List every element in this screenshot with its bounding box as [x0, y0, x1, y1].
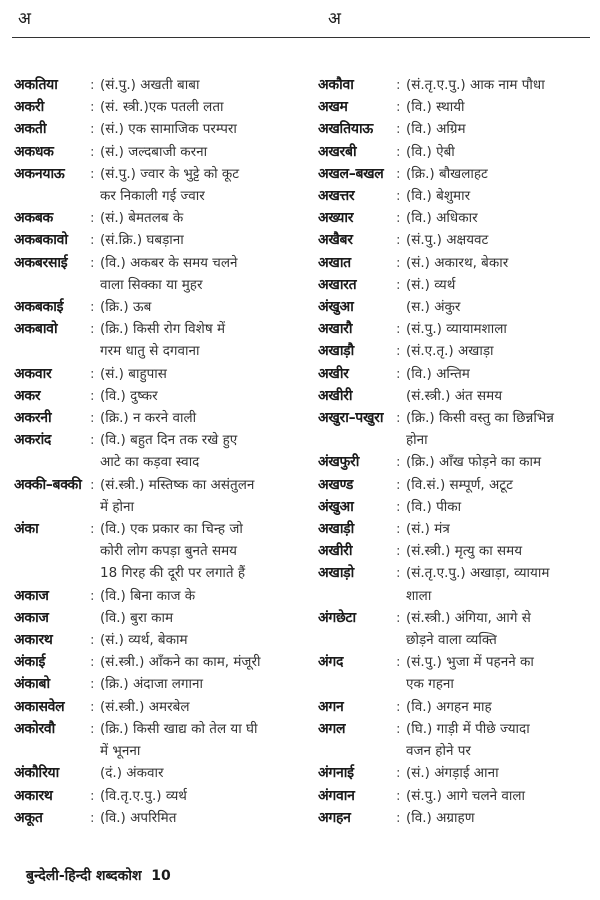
dictionary-entry: [318, 718, 598, 762]
definition-line: (सं.तृ.ए.पु.) अखाड़ा, व्यायाम: [406, 565, 550, 582]
dictionary-entry: [318, 474, 598, 496]
separator-colon: [90, 762, 100, 784]
separator-colon: :: [90, 809, 95, 826]
definition-line: (घि.) गाड़ी में पीछे ज्यादा: [406, 720, 530, 737]
separator-colon: :: [396, 121, 401, 138]
dictionary-entry: [14, 141, 304, 163]
definition-line: (क्रि.) किसी खाद्य को तेल या घी: [100, 720, 258, 737]
dictionary-entry: [318, 651, 598, 695]
dictionary-entry: [14, 118, 304, 140]
dictionary-entry: [14, 785, 304, 807]
headword: अकरांद: [14, 432, 52, 449]
dictionary-entry: [318, 274, 598, 296]
definition-line: (वि.) बुरा काम: [100, 609, 174, 626]
separator-colon: :: [90, 521, 95, 538]
definition: [406, 318, 598, 340]
definition: [406, 451, 598, 473]
definition-line: वजन होने पर: [406, 743, 471, 760]
book-title: बुन्देली-हिन्दी शब्दकोश: [26, 868, 142, 884]
headword: अखण्ड: [318, 476, 354, 493]
definition: [406, 207, 598, 229]
definition: [100, 318, 304, 362]
separator-colon: :: [396, 787, 401, 804]
separator-colon: :: [396, 365, 401, 382]
definition-line: (सं.स्त्री.) अमरबेल: [100, 698, 190, 715]
definition-line: (वि.) स्थायी: [406, 99, 465, 116]
definition-line: (सं.) व्यर्थ, बेकाम: [100, 632, 188, 649]
dictionary-entry: [318, 696, 598, 718]
definition: [100, 807, 304, 829]
definition: [100, 785, 304, 807]
dictionary-entry: [14, 607, 304, 629]
separator-colon: :: [396, 609, 401, 626]
definition: [406, 296, 598, 318]
separator-colon: :: [396, 343, 401, 360]
headword: अखीरी: [318, 543, 353, 560]
separator-colon: :: [90, 165, 95, 182]
dictionary-entry: [318, 252, 598, 274]
definition-line: वाला सिक्का या मुहर: [100, 276, 203, 293]
headword: अखुरा–पखुरा: [318, 410, 384, 427]
dictionary-entry: [318, 141, 598, 163]
headword: अकर: [14, 387, 41, 404]
separator-colon: :: [90, 299, 95, 316]
separator-colon: :: [90, 654, 95, 671]
headword: अकासवेल: [14, 698, 65, 715]
definition: [100, 585, 304, 607]
header-letter-right: अ: [328, 9, 341, 29]
headword: अंकौरिया: [14, 765, 59, 782]
definition-line: (क्रि.) बौखलाहट: [406, 165, 488, 182]
dictionary-entry: [14, 518, 304, 585]
headword: अखात: [318, 254, 351, 271]
headword: अगहन: [318, 809, 351, 826]
definition-line: कोरी लोग कपड़ा बुनते समय: [100, 543, 237, 560]
separator-colon: :: [90, 210, 95, 227]
separator-colon: :: [90, 698, 95, 715]
definition: [406, 118, 598, 140]
definition: [100, 96, 304, 118]
separator-colon: :: [396, 143, 401, 160]
definition: [406, 252, 598, 274]
definition-line: (सं.स्त्री.) मस्तिष्क का असंतुलन: [100, 476, 255, 493]
separator-colon: :: [90, 476, 95, 493]
definition-line: (सं.स्त्री.) आँकने का काम, मंजूरी: [100, 654, 261, 671]
definition-line: (सं.तृ.ए.पु.) आक नाम पौधा: [406, 77, 545, 93]
dictionary-entry: [318, 496, 598, 518]
definition-line: (वि.) अग्राहण: [406, 809, 475, 826]
separator-colon: :: [396, 210, 401, 227]
definition-line: 18 गिरह की दूरी पर लगाते हैं: [100, 565, 246, 582]
definition: [406, 496, 598, 518]
definition: [406, 141, 598, 163]
definition-line: (क्रि.) किसी वस्तु का छिन्नभिन्न: [406, 410, 554, 427]
definition: [406, 540, 598, 562]
left-column: [14, 74, 304, 829]
definition: [406, 74, 598, 96]
headword: अकनयाऊ: [14, 165, 65, 182]
headword: अखतियाऊ: [318, 121, 373, 138]
dictionary-entry: [318, 451, 598, 473]
definition: [100, 429, 304, 473]
definition: [406, 474, 598, 496]
definition-line: (वि.) अधिकार: [406, 210, 478, 227]
definition-line: (सं.) मंत्र: [406, 521, 450, 538]
headword: अख्यार: [318, 210, 354, 227]
headword: अगन: [318, 698, 344, 715]
separator-colon: :: [90, 321, 95, 338]
definition-line: (क्रि.) अंदाजा लगाना: [100, 676, 204, 693]
headword: अकाज: [14, 609, 49, 626]
headword: अखीरी: [318, 387, 353, 404]
definition: [100, 762, 304, 784]
headword: अकबावो: [14, 321, 58, 338]
definition-line: (सं.पु.) अखती बाबा: [100, 77, 200, 93]
dictionary-entry: [14, 163, 304, 207]
headword: अंकाई: [14, 654, 46, 671]
separator-colon: :: [90, 99, 95, 116]
separator-colon: :: [396, 521, 401, 538]
dictionary-entry: [318, 340, 598, 362]
separator-colon: :: [90, 587, 95, 604]
definition-line: होना: [406, 432, 428, 449]
headword: अकबरसाई: [14, 254, 68, 271]
dictionary-entry: [318, 229, 598, 251]
definition-line: (सं.क्रि.) घबड़ाना: [100, 232, 184, 249]
definition: [406, 363, 598, 385]
definition-line: (वि.) अकबर के समय चलने: [100, 254, 238, 271]
definition: [406, 407, 598, 451]
definition: [406, 607, 598, 651]
page-number: 10: [151, 868, 171, 884]
definition-line: (क्रि.) आँख फोड़ने का काम: [406, 454, 542, 471]
definition-line: (वि.) अपरिमित: [100, 809, 177, 826]
headword: अकधक: [14, 143, 54, 160]
definition-line: (वि.) दुष्कर: [100, 387, 158, 404]
headword: अकबकाई: [14, 299, 64, 316]
definition-line: आटे का कड़वा स्वाद: [100, 454, 200, 471]
headword: अकारथ: [14, 632, 53, 649]
dictionary-entry: [318, 385, 598, 407]
definition-line: (वि.) पीका: [406, 498, 462, 515]
definition-line: (वि.) अग्रिम: [406, 121, 466, 138]
definition: [100, 607, 304, 629]
dictionary-entry: [318, 96, 598, 118]
definition: [406, 651, 598, 695]
dictionary-entry: [318, 540, 598, 562]
headword: अकतिया: [14, 77, 58, 93]
headword: अंखुआ: [318, 299, 354, 316]
definition-line: (वि.तृ.ए.पु.) व्यर्थ: [100, 787, 187, 804]
separator-colon: [396, 296, 406, 318]
headword: अकौवा: [318, 77, 354, 93]
dictionary-entry: [14, 807, 304, 829]
definition-line: (सं.ए.तृ.) अखाड़ा: [406, 343, 494, 360]
separator-colon: :: [90, 77, 95, 93]
separator-colon: :: [90, 432, 95, 449]
separator-colon: :: [396, 565, 401, 582]
separator-colon: :: [90, 787, 95, 804]
definition-line: (सं.) व्यर्थ: [406, 276, 456, 293]
separator-colon: :: [396, 765, 401, 782]
definition-line: (सं.) जल्दबाजी करना: [100, 143, 208, 160]
headword: अकरनी: [14, 410, 52, 427]
definition-line: (सं.पु.) अक्षयवट: [406, 232, 489, 249]
definition-line: (वि.) एक प्रकार का चिन्ह जो: [100, 521, 243, 538]
definition-line: (सं.) बाहुपास: [100, 365, 167, 382]
dictionary-entry: [14, 385, 304, 407]
definition: [100, 696, 304, 718]
separator-colon: :: [396, 476, 401, 493]
headword: अकबकावो: [14, 232, 68, 249]
headword: अखैबर: [318, 232, 353, 249]
separator-colon: :: [396, 720, 401, 737]
dictionary-entry: [14, 696, 304, 718]
dictionary-entry: [318, 363, 598, 385]
headword: अंगवान: [318, 787, 355, 804]
separator-colon: [90, 607, 100, 629]
definition: [100, 74, 304, 96]
separator-colon: :: [90, 676, 95, 693]
dictionary-entry: [318, 785, 598, 807]
definition: [100, 385, 304, 407]
dictionary-entry: [14, 229, 304, 251]
definition: [406, 96, 598, 118]
separator-colon: :: [396, 410, 401, 427]
separator-colon: :: [396, 165, 401, 182]
headword: अंकाबो: [14, 676, 50, 693]
separator-colon: :: [396, 543, 401, 560]
dictionary-entry: [14, 629, 304, 651]
definition: [100, 207, 304, 229]
headword: अकाज: [14, 587, 49, 604]
headword: अकवार: [14, 365, 52, 382]
separator-colon: :: [396, 809, 401, 826]
definition: [100, 163, 304, 207]
headword: अंगद: [318, 654, 344, 671]
headword: अगल: [318, 720, 346, 737]
definition: [406, 762, 598, 784]
separator-colon: :: [90, 143, 95, 160]
dictionary-entry: [318, 163, 598, 185]
definition-line: (सं.पु.) आगे चलने वाला: [406, 787, 526, 804]
headword: अंगनाई: [318, 765, 354, 782]
separator-colon: :: [90, 232, 95, 249]
dictionary-entry: [14, 585, 304, 607]
definition: [100, 651, 304, 673]
headword: अखारत: [318, 276, 357, 293]
definition: [406, 340, 598, 362]
dictionary-entry: [14, 296, 304, 318]
dictionary-entry: [14, 718, 304, 762]
page-footer: [26, 866, 171, 885]
separator-colon: :: [396, 698, 401, 715]
headword: अंका: [14, 521, 39, 538]
definition: [100, 118, 304, 140]
separator-colon: :: [396, 232, 401, 249]
dictionary-entry: [318, 296, 598, 318]
separator-colon: :: [396, 454, 401, 471]
definition-line: (क्रि.) न करने वाली: [100, 410, 197, 427]
definition: [100, 407, 304, 429]
definition-line: (सं. स्त्री.)एक पतली लता: [100, 99, 224, 116]
separator-colon: :: [90, 254, 95, 271]
definition: [406, 274, 598, 296]
headword: अंखुआ: [318, 498, 354, 515]
dictionary-entry: [318, 185, 598, 207]
definition-line: (वि.) अगहन माह: [406, 698, 492, 715]
headword: अकरी: [14, 99, 44, 116]
definition: [406, 807, 598, 829]
dictionary-entry: [14, 429, 304, 473]
right-column: [318, 74, 598, 829]
definition-line: (वि.सं.) सम्पूर्ण, अटूट: [406, 476, 513, 493]
separator-colon: :: [90, 632, 95, 649]
definition: [100, 296, 304, 318]
dictionary-entry: [14, 363, 304, 385]
headword: अखम: [318, 99, 348, 116]
dictionary-entry: [14, 318, 304, 362]
separator-colon: :: [90, 410, 95, 427]
definition: [406, 696, 598, 718]
dictionary-entry: [14, 651, 304, 673]
definition: [406, 229, 598, 251]
definition: [406, 163, 598, 185]
headword: अकती: [14, 121, 47, 138]
dictionary-entry: [318, 518, 598, 540]
definition-line: कर निकाली गई ज्वार: [100, 188, 205, 205]
dictionary-entry: [318, 562, 598, 606]
definition: [100, 718, 304, 762]
definition-line: (स.) अंकुर: [406, 299, 461, 316]
headword: अखत्तर: [318, 188, 355, 205]
dictionary-entry: [14, 762, 304, 784]
separator-colon: :: [396, 654, 401, 671]
definition-line: (सं.) बेमतलब के: [100, 210, 184, 227]
separator-colon: :: [90, 365, 95, 382]
headword: अखाड़ी: [318, 521, 354, 538]
definition: [406, 562, 598, 606]
separator-colon: :: [396, 77, 401, 93]
headword: अखरबी: [318, 143, 357, 160]
header-letter-left: अ: [18, 9, 31, 29]
separator-colon: :: [396, 498, 401, 515]
dictionary-entry: [318, 74, 598, 96]
dictionary-entry: [318, 118, 598, 140]
dictionary-entry: [14, 673, 304, 695]
definition: [406, 518, 598, 540]
headword: अक्की–बक्की: [14, 476, 82, 493]
headword: अखारौ: [318, 321, 353, 338]
definition: [100, 229, 304, 251]
definition-line: (सं.स्त्री.) अंगिया, आगे से: [406, 609, 531, 626]
headword: अकारथ: [14, 787, 53, 804]
definition-line: (दं.) अंकवार: [100, 765, 164, 782]
definition-line: (वि.) बहुत दिन तक रखे हुए: [100, 432, 238, 449]
definition: [100, 673, 304, 695]
definition-line: (वि.) बिना काज के: [100, 587, 196, 604]
headword: अकोरवौ: [14, 720, 56, 737]
separator-colon: :: [396, 254, 401, 271]
definition-line: (सं.) अंगड़ाई आना: [406, 765, 499, 782]
definition-line: (क्रि.) ऊब: [100, 299, 152, 316]
separator-colon: :: [396, 321, 401, 338]
headword: अंगछेटा: [318, 609, 356, 626]
headword: अकबक: [14, 210, 53, 227]
definition-line: (क्रि.) किसी रोग विशेष में: [100, 321, 226, 338]
definition-line: में भूनना: [100, 743, 141, 760]
definition: [406, 785, 598, 807]
definition: [406, 185, 598, 207]
definition-line: (सं.स्त्री.) मृत्यु का समय: [406, 543, 523, 560]
dictionary-entry: [318, 807, 598, 829]
dictionary-entry: [14, 74, 304, 96]
definition-line: (सं.) अकारथ, बेकार: [406, 254, 509, 271]
definition-line: (सं.) एक सामाजिक परम्परा: [100, 121, 237, 138]
dictionary-entry: [14, 474, 304, 518]
separator-colon: :: [90, 387, 95, 404]
separator-colon: :: [90, 720, 95, 737]
definition: [100, 252, 304, 296]
definition-line: में होना: [100, 498, 135, 515]
definition: [100, 629, 304, 651]
dictionary-entry: [14, 96, 304, 118]
dictionary-entry: [14, 407, 304, 429]
definition-line: शाला: [406, 587, 432, 604]
separator-colon: :: [396, 188, 401, 205]
definition-line: (वि.) बेशुमार: [406, 188, 471, 205]
definition: [406, 385, 598, 407]
separator-colon: :: [396, 99, 401, 116]
definition: [100, 141, 304, 163]
definition-line: एक गहना: [406, 676, 454, 693]
definition-line: (सं.पु.) ज्वार के भुट्टे को कूट: [100, 165, 240, 182]
separator-colon: :: [396, 276, 401, 293]
dictionary-entry: [14, 207, 304, 229]
definition: [100, 363, 304, 385]
definition-line: छोड़ने वाला व्यक्ति: [406, 632, 497, 649]
separator-colon: :: [90, 121, 95, 138]
headword: अखाड़ो: [318, 565, 354, 582]
dictionary-entry: [318, 407, 598, 451]
dictionary-entry: [14, 252, 304, 296]
definition-line: (सं.स्त्री.) अंत समय: [406, 387, 503, 404]
definition: [406, 718, 598, 762]
dictionary-entry: [318, 762, 598, 784]
definition-line: (सं.पु.) व्यायामशाला: [406, 321, 507, 338]
definition-line: (वि.) ऐबी: [406, 143, 455, 160]
definition-line: (सं.पु.) भुजा में पहनने का: [406, 654, 534, 671]
headword: अखीर: [318, 365, 349, 382]
header-divider: [12, 37, 590, 38]
headword: अखल–बखल: [318, 165, 384, 182]
definition: [100, 474, 304, 518]
definition: [100, 518, 304, 585]
separator-colon: [396, 385, 406, 407]
dictionary-entry: [318, 607, 598, 651]
headword: अंखफुरी: [318, 454, 360, 471]
definition-line: (वि.) अन्तिम: [406, 365, 470, 382]
headword: अकूत: [14, 809, 43, 826]
definition-line: गरम धातु से दगवाना: [100, 343, 200, 360]
dictionary-entry: [318, 318, 598, 340]
dictionary-entry: [318, 207, 598, 229]
headword: अखाड़ौ: [318, 343, 354, 360]
